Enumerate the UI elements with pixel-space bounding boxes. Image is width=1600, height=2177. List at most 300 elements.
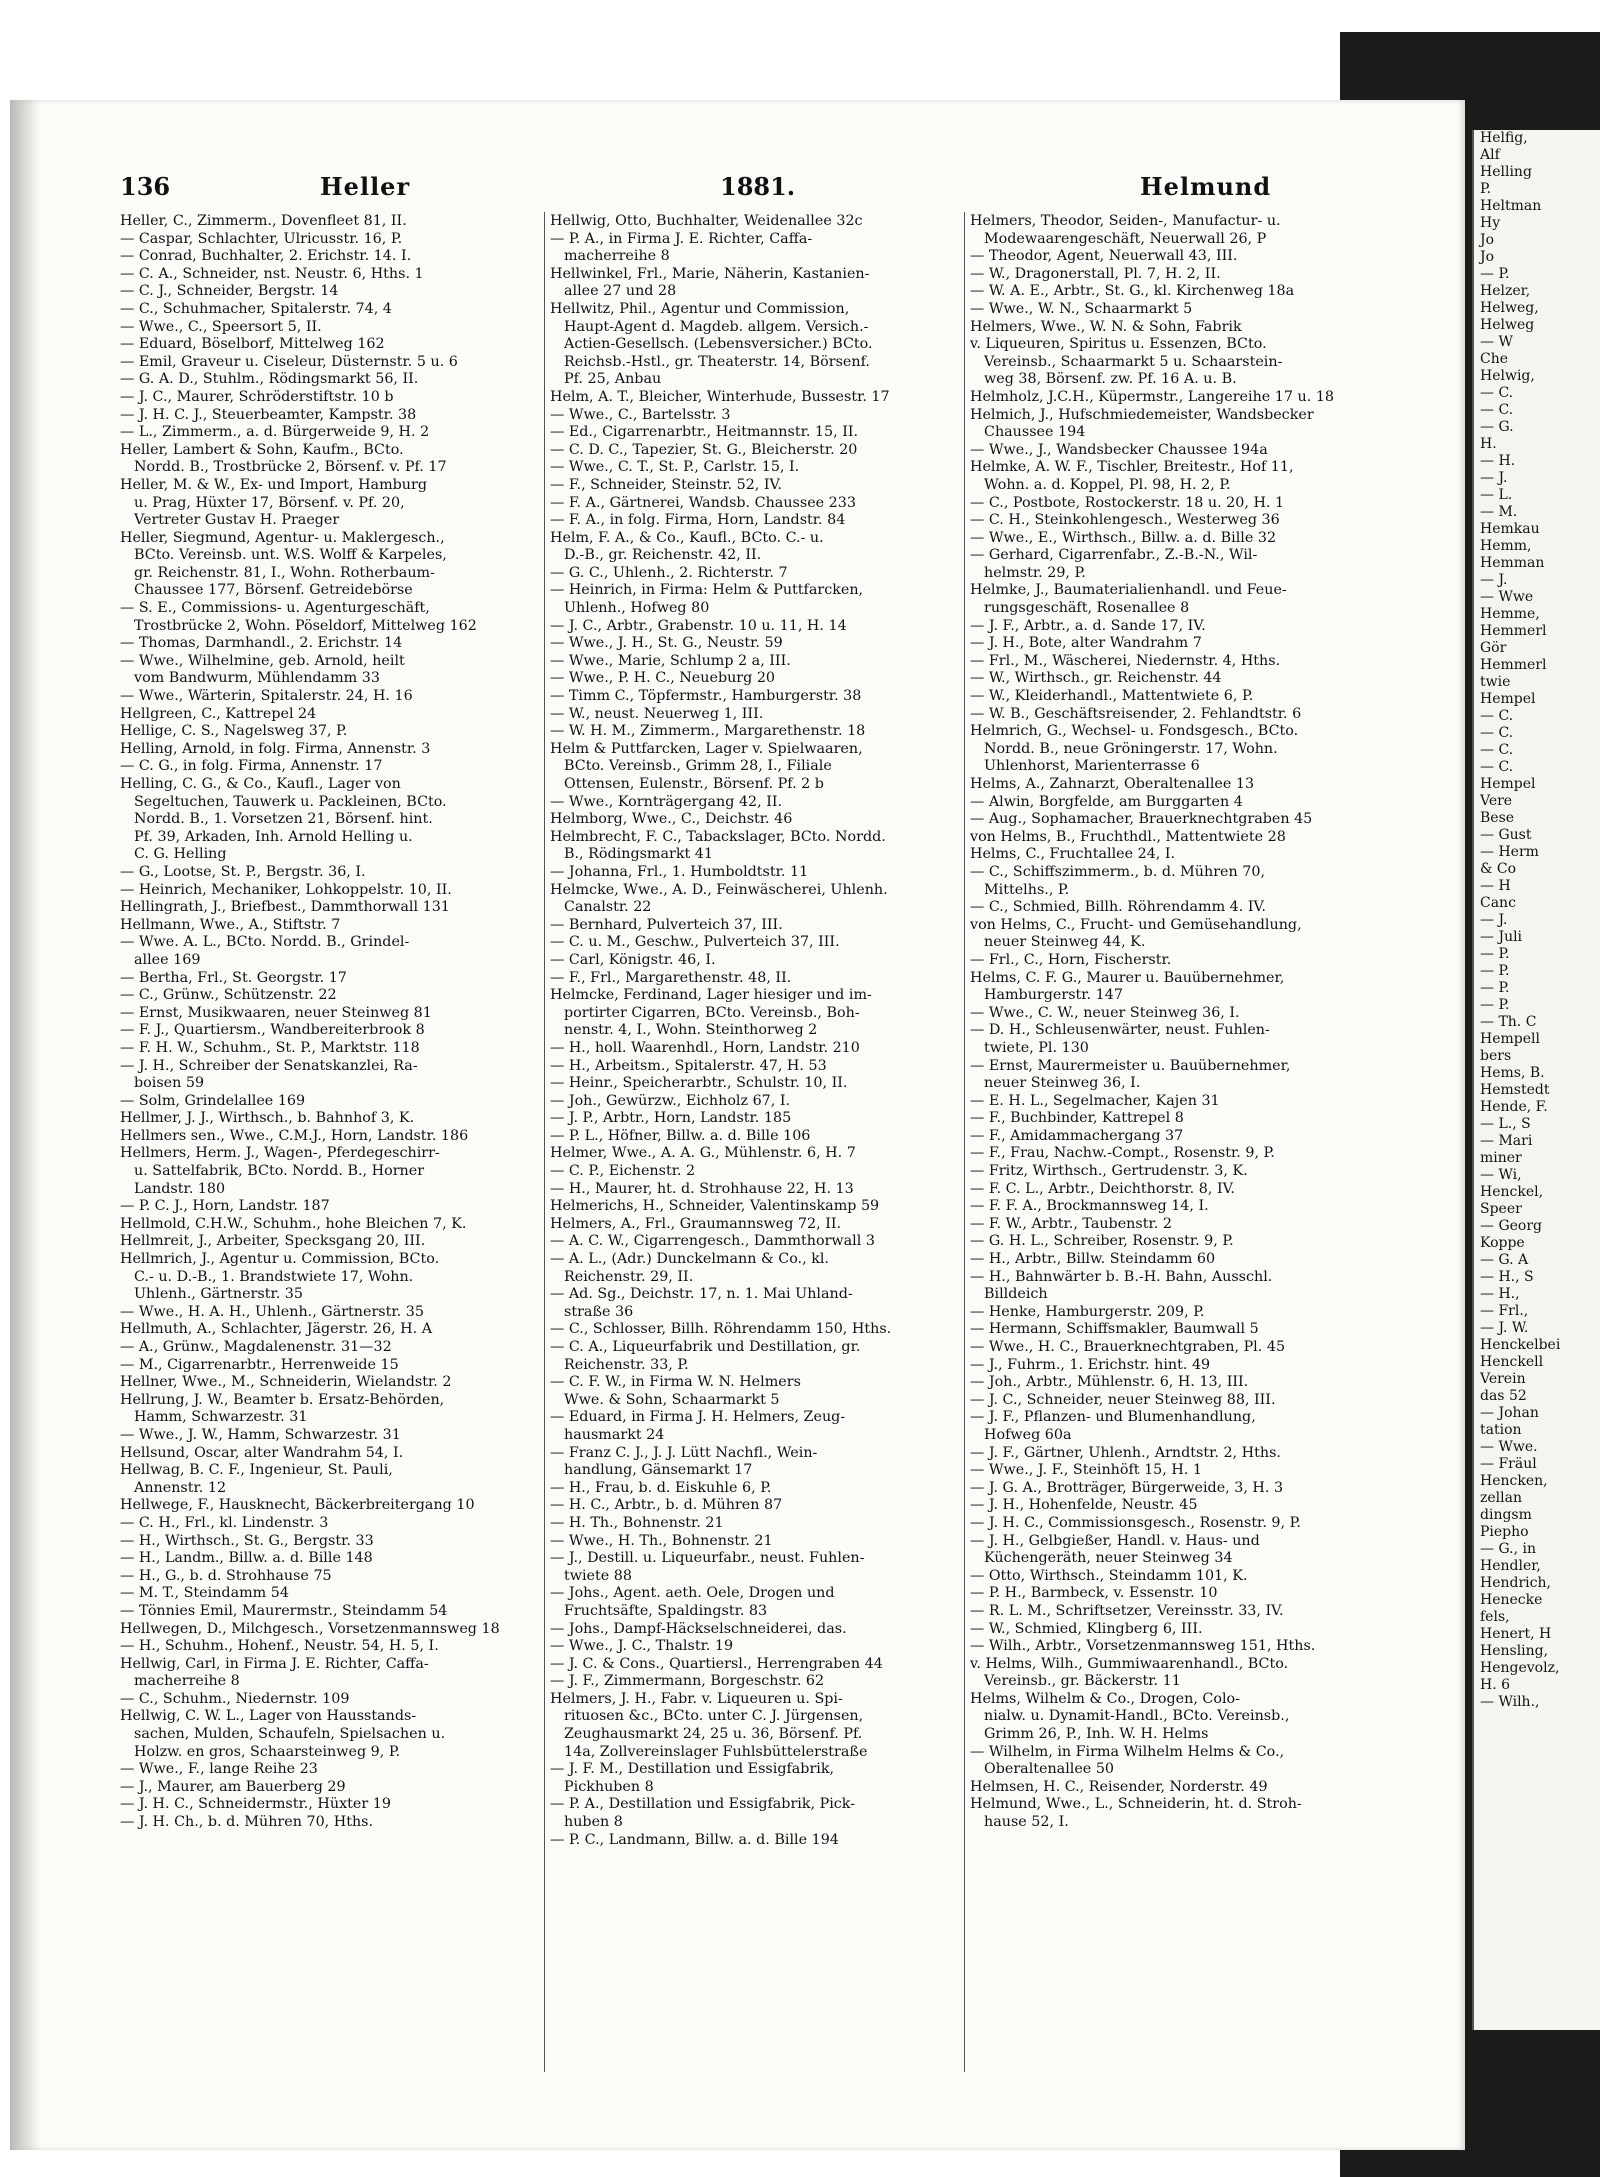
- directory-entry-line: — F., Buchbinder, Kattrepel 8: [970, 1110, 1184, 1127]
- next-page-line: Speer: [1480, 1201, 1522, 1217]
- directory-entry-line: Helmbrecht, F. C., Tabackslager, BCto. Nordd.: [550, 828, 886, 845]
- directory-entry-line: Helmers, Theodor, Seiden-, Manufactur- u.: [970, 213, 1281, 229]
- directory-entry-line: — J. H. C. J., Steuerbeamter, Kampstr. 38: [120, 406, 417, 423]
- next-page-line: twie: [1480, 674, 1511, 690]
- directory-entry-line: Ottensen, Eulenstr., Börsenf. Pf. 2 b: [564, 776, 824, 792]
- directory-entry-line: C. G. Helling: [134, 846, 227, 863]
- directory-entry-line: Hellmuth, A., Schlachter, Jägerstr. 26, H. A: [120, 1321, 433, 1338]
- next-page-line: — Mari: [1480, 1133, 1533, 1149]
- directory-entry-line: — J. P., Arbtr., Horn, Landstr. 185: [550, 1110, 792, 1127]
- directory-entry-line: — H., Arbtr., Billw. Steindamm 60: [970, 1251, 1216, 1268]
- next-page-line: — G., in: [1480, 1541, 1536, 1557]
- next-page-line: Canc: [1480, 895, 1516, 911]
- directory-column-1: [120, 213, 540, 1832]
- directory-entry-line: helmstr. 29, P.: [984, 564, 1086, 581]
- directory-entry-line: — F., Frl., Margarethenstr. 48, II.: [550, 969, 792, 986]
- directory-entry-line: Hamm, Schwarzestr. 31: [134, 1409, 308, 1426]
- directory-entry-line: Chaussee 177, Börsenf. Getreidebörse: [134, 582, 413, 599]
- directory-entry-line: Trostbrücke 2, Wohn. Pöseldorf, Mittelweg 162: [134, 617, 477, 634]
- directory-entry-line: — M. T., Steindamm 54: [120, 1585, 289, 1602]
- next-page-line: — H: [1480, 878, 1511, 894]
- directory-entry-line: Hellsund, Oscar, alter Wandrahm 54, I.: [120, 1444, 404, 1461]
- directory-entry-line: — Joh., Gewürzw., Eichholz 67, I.: [550, 1092, 791, 1109]
- next-page-line: Helfig,: [1480, 130, 1528, 146]
- next-page-line: — Wwe.: [1480, 1439, 1538, 1455]
- directory-entry-line: boisen 59: [134, 1075, 205, 1092]
- next-page-line: Che: [1480, 351, 1509, 367]
- directory-entry-line: hausmarkt 24: [564, 1426, 665, 1443]
- directory-entry-line: — Joh., Arbtr., Mühlenstr. 6, H. 13, III.: [970, 1374, 1249, 1391]
- directory-entry-line: — Wwe., J. C., Thalstr. 19: [550, 1638, 734, 1655]
- directory-entry-line: — J., Maurer, am Bauerberg 29: [120, 1778, 346, 1795]
- directory-entry-line: macherreihe 8: [564, 248, 670, 265]
- page-gutter-shadow: [10, 100, 40, 2150]
- directory-entry-line: Uhlenhorst, Marienterrasse 6: [984, 758, 1200, 775]
- next-page-line: Hensling,: [1480, 1643, 1549, 1659]
- directory-entry-line: — C., Schuhm., Niedernstr. 109: [120, 1690, 350, 1707]
- directory-entry-line: twiete 88: [564, 1567, 632, 1584]
- directory-entry-line: — Wwe., Wilhelmine, geb. Arnold, heilt: [120, 652, 405, 669]
- directory-entry-line: — E. H. L., Segelmacher, Kajen 31: [970, 1092, 1220, 1109]
- next-page-line: H. 6: [1480, 1677, 1511, 1693]
- next-page-line: — J.: [1480, 572, 1508, 588]
- next-page-line: Helzer,: [1480, 283, 1531, 299]
- directory-entry-line: — C. A., Schneider, nst. Neustr. 6, Hths. 1: [120, 265, 424, 282]
- directory-entry-line: Helm & Puttfarcken, Lager v. Spielwaaren,: [550, 740, 863, 757]
- next-page-line: Hemstedt: [1480, 1082, 1550, 1098]
- next-page-fragment: [1472, 130, 1600, 2030]
- directory-entry-line: — Otto, Wirthsch., Steindamm 101, K.: [970, 1567, 1248, 1584]
- next-page-line: Heltman: [1480, 198, 1542, 214]
- directory-entry-line: — H., G., b. d. Strohhause 75: [120, 1567, 332, 1584]
- directory-entry-line: — P. C. J., Horn, Landstr. 187: [120, 1198, 330, 1215]
- directory-entry-line: — H., Bahnwärter b. B.-H. Bahn, Ausschl.: [970, 1268, 1273, 1285]
- directory-entry-line: Hellwag, B. C. F., Ingenieur, St. Pauli,: [120, 1462, 393, 1479]
- directory-entry-line: vom Bandwurm, Mühlendamm 33: [134, 670, 380, 687]
- directory-entry-line: BCto. Vereinsb., Grimm 28, I., Filiale: [564, 758, 832, 775]
- directory-entry-line: — Wwe., C., Bartelsstr. 3: [550, 406, 731, 423]
- next-page-line: Jo: [1480, 232, 1495, 248]
- directory-entry-line: Helmers, Wwe., W. N. & Sohn, Fabrik: [970, 318, 1242, 335]
- directory-entry-line: — W., Wirthsch., gr. Reichenstr. 44: [970, 670, 1222, 687]
- next-page-line: bers: [1480, 1048, 1512, 1064]
- directory-entry-line: allee 169: [134, 951, 201, 968]
- header-last-keyword: Helmund: [1140, 172, 1272, 201]
- directory-entry-line: Helmers, A., Frl., Graumannsweg 72, II.: [550, 1215, 842, 1232]
- next-page-line: Hende, F.: [1480, 1099, 1548, 1115]
- directory-entry-line: — C. J., Schneider, Bergstr. 14: [120, 283, 339, 300]
- next-page-line: Henecke: [1480, 1592, 1543, 1608]
- directory-entry-line: Pickhuben 8: [564, 1778, 654, 1795]
- directory-entry-line: nenstr. 4, I., Wohn. Steinthorweg 2: [564, 1022, 818, 1039]
- next-page-line: Hemman: [1480, 555, 1545, 571]
- directory-entry-line: — H. C., Arbtr., b. d. Mühren 87: [550, 1497, 783, 1514]
- directory-entry-line: — Timm C., Töpfermstr., Hamburgerstr. 38: [550, 688, 862, 705]
- directory-entry-line: Reichsb.-Hstl., gr. Theaterstr. 14, Börsenf.: [564, 353, 870, 370]
- directory-entry-line: Vertreter Gustav H. Praeger: [134, 512, 340, 529]
- directory-entry-line: macherreihe 8: [134, 1673, 240, 1690]
- directory-entry-line: handlung, Gänsemarkt 17: [564, 1462, 753, 1479]
- directory-entry-line: — P. H., Barmbeck, v. Essenstr. 10: [970, 1585, 1218, 1602]
- directory-entry-line: — F. J., Quartiersm., Wandbereiterbrook 8: [120, 1022, 425, 1039]
- directory-entry-line: — J. H. C., Schneidermstr., Hüxter 19: [120, 1796, 391, 1813]
- directory-entry-line: Helmer, Wwe., A. A. G., Mühlenstr. 6, H. 7: [550, 1145, 856, 1162]
- next-page-line: Hemme,: [1480, 606, 1540, 622]
- directory-entry-line: — Wwe., F., lange Reihe 23: [120, 1761, 318, 1778]
- next-page-line: tation: [1480, 1422, 1522, 1438]
- directory-entry-line: Hellmers, Herm. J., Wagen-, Pferdegeschirr-: [120, 1145, 440, 1162]
- directory-entry-line: — J. C. & Cons., Quartiersl., Herrengraben 44: [550, 1655, 883, 1672]
- next-page-line: Helling: [1480, 164, 1532, 180]
- directory-entry-line: Helmcke, Ferdinand, Lager hiesiger und im-: [550, 987, 872, 1004]
- directory-entry-line: — F. A., Gärtnerei, Wandsb. Chaussee 233: [550, 494, 856, 511]
- directory-entry-line: — Wwe., J. H., St. G., Neustr. 59: [550, 635, 783, 652]
- next-page-line: Koppe: [1480, 1235, 1525, 1251]
- directory-entry-line: hause 52, I.: [984, 1814, 1069, 1831]
- directory-entry-line: — Wwe., Kornträgergang 42, II.: [550, 793, 783, 810]
- directory-entry-line: — Eduard, Böselborf, Mittelweg 162: [120, 336, 385, 353]
- next-page-line: — C.: [1480, 385, 1514, 401]
- next-page-line: — W: [1480, 334, 1513, 350]
- directory-entry-line: Mittelhs., P.: [984, 881, 1070, 898]
- directory-entry-line: Actien-Gesellsch. (Lebensversicher.) BCto.: [564, 336, 873, 353]
- directory-entry-line: u. Prag, Hüxter 17, Börsenf. v. Pf. 20,: [134, 494, 405, 511]
- directory-entry-line: — Wwe., H. C., Brauerknechtgraben, Pl. 45: [970, 1339, 1286, 1355]
- directory-entry-line: — Tönnies Emil, Maurermstr., Steindamm 54: [120, 1602, 448, 1619]
- directory-entry-line: — J., Fuhrm., 1. Erichstr. hint. 49: [970, 1356, 1211, 1373]
- directory-entry-line: Nordd. B., 1. Vorsetzen 21, Börsenf. hint.: [134, 811, 433, 828]
- next-page-line: — Frl.,: [1480, 1303, 1529, 1319]
- directory-entry-line: — J. F., Gärtner, Uhlenh., Arndtstr. 2, Hths.: [970, 1444, 1281, 1461]
- directory-entry-line: Hellwig, Otto, Buchhalter, Weidenallee 32c: [550, 213, 863, 229]
- directory-entry-line: — Fritz, Wirthsch., Gertrudenstr. 3, K.: [970, 1163, 1248, 1180]
- directory-entry-line: Helmrich, G., Wechsel- u. Fondsgesch., BCto.: [970, 723, 1299, 740]
- next-page-line: — G.: [1480, 419, 1514, 435]
- directory-entry-line: Helms, Wilhelm & Co., Drogen, Colo-: [970, 1690, 1240, 1707]
- directory-entry-line: — Thomas, Darmhandl., 2. Erichstr. 14: [120, 635, 403, 652]
- directory-entry-line: — Wwe. A. L., BCto. Nordd. B., Grindel-: [120, 934, 410, 951]
- directory-entry-line: — Eduard, in Firma J. H. Helmers, Zeug-: [550, 1409, 846, 1426]
- directory-entry-line: Helmke, A. W. F., Tischler, Breitestr., Hof 11,: [970, 459, 1294, 476]
- next-page-line: Hempel: [1480, 776, 1536, 792]
- directory-entry-line: Helms, C. F. G., Maurer u. Bauübernehmer,: [970, 969, 1285, 986]
- next-page-line: — P.: [1480, 963, 1510, 979]
- directory-entry-line: — C. D. C., Tapezier, St. G., Bleicherstr. 20: [550, 441, 858, 458]
- next-page-line: — J.: [1480, 470, 1508, 486]
- directory-column-2: [550, 213, 970, 1849]
- directory-entry-line: Haupt-Agent d. Magdeb. allgem. Versich.-: [564, 318, 869, 335]
- directory-entry-line: Heller, M. & W., Ex- und Import, Hamburg: [120, 476, 427, 493]
- directory-entry-line: — F. W., Arbtr., Taubenstr. 2: [970, 1215, 1172, 1232]
- directory-entry-line: — Alwin, Borgfelde, am Burggarten 4: [970, 793, 1243, 810]
- directory-entry-line: portirter Cigarren, BCto. Vereinsb., Boh-: [564, 1004, 860, 1021]
- next-page-line: Gör: [1480, 640, 1507, 656]
- directory-entry-line: — F. H. W., Schuhm., St. P., Marktstr. 118: [120, 1039, 420, 1056]
- directory-entry-line: Helmcke, Wwe., A. D., Feinwäscherei, Uhlenh.: [550, 881, 888, 898]
- next-page-line: — Wwe: [1480, 589, 1534, 605]
- directory-entry-line: — P. L., Höfner, Billw. a. d. Bille 106: [550, 1127, 811, 1144]
- directory-entry-line: — G., Lootse, St. P., Bergstr. 36, I.: [120, 863, 366, 880]
- next-page-line: Piepho: [1480, 1524, 1529, 1540]
- directory-entry-line: — J. F., Arbtr., a. d. Sande 17, IV.: [970, 617, 1206, 634]
- directory-entry-line: — C., Schiffszimmerm., b. d. Mühren 70,: [970, 863, 1266, 880]
- header-first-keyword: Heller: [320, 172, 411, 201]
- next-page-line: — Georg: [1480, 1218, 1543, 1234]
- directory-entry-line: — Ad. Sg., Deichstr. 17, n. 1. Mai Uhland-: [550, 1286, 853, 1303]
- directory-entry-line: Hellmrich, J., Agentur u. Commission, BCto.: [120, 1251, 440, 1268]
- next-page-line: Hengevolz,: [1480, 1660, 1560, 1676]
- directory-entry-line: Fruchtsäfte, Spaldingstr. 83: [564, 1602, 768, 1619]
- directory-entry-line: Wohn. a. d. Koppel, Pl. 98, H. 2, P.: [984, 476, 1231, 493]
- directory-entry-line: — Wwe., C., Speersort 5, II.: [120, 318, 322, 335]
- next-page-line: Henckel,: [1480, 1184, 1544, 1200]
- next-page-line: Hempel: [1480, 691, 1536, 707]
- next-page-line: Helweg,: [1480, 300, 1539, 316]
- directory-entry-line: — P. C., Landmann, Billw. a. d. Bille 194: [550, 1831, 839, 1848]
- directory-entry-line: Helmerichs, H., Schneider, Valentinskamp 59: [550, 1198, 880, 1215]
- directory-entry-line: — C., Schuhmacher, Spitalerstr. 74, 4: [120, 300, 392, 317]
- directory-entry-line: Helmich, J., Hufschmiedemeister, Wandsbecker: [970, 406, 1314, 423]
- directory-entry-line: — Conrad, Buchhalter, 2. Erichstr. 14. I.: [120, 248, 412, 265]
- directory-entry-line: — Hermann, Schiffsmakler, Baumwall 5: [970, 1321, 1259, 1338]
- directory-entry-line: — Wwe., E., Wirthsch., Billw. a. d. Bille 32: [970, 529, 1277, 546]
- directory-entry-line: — Frl., C., Horn, Fischerstr.: [970, 951, 1172, 968]
- next-page-line: Hems, B.: [1480, 1065, 1545, 1081]
- directory-entry-line: — F., Schneider, Steinstr. 52, IV.: [550, 476, 782, 493]
- header-year: 1881.: [720, 172, 796, 201]
- directory-entry-line: — C., Schmied, Billh. Röhrendamm 4. IV.: [970, 899, 1266, 916]
- directory-entry-line: — H., Arbeitsm., Spitalerstr. 47, H. 53: [550, 1057, 827, 1074]
- directory-entry-line: Pf. 25, Anbau: [564, 371, 662, 388]
- directory-entry-line: u. Sattelfabrik, BCto. Nordd. B., Horner: [134, 1163, 425, 1180]
- directory-entry-line: — A. C. W., Cigarrengesch., Dammthorwall 3: [550, 1233, 875, 1250]
- directory-entry-line: — Ernst, Maurermeister u. Bauübernehmer,: [970, 1057, 1291, 1074]
- directory-entry-line: v. Liqueuren, Spiritus u. Essenzen, BCto.: [970, 336, 1267, 353]
- next-page-line: — Wi,: [1480, 1167, 1522, 1183]
- directory-column-3: [970, 213, 1390, 1832]
- directory-entry-line: Vereinsb., gr. Bäckerstr. 11: [984, 1673, 1181, 1690]
- directory-entry-line: — G. A. D., Stuhlm., Rödingsmarkt 56, II.: [120, 371, 419, 388]
- directory-entry-line: Hellmer, J. J., Wirthsch., b. Bahnhof 3, K.: [120, 1110, 415, 1127]
- next-page-line: Hendrich,: [1480, 1575, 1551, 1591]
- next-page-line: Helwig,: [1480, 368, 1535, 384]
- next-page-line: Verein: [1480, 1371, 1526, 1387]
- directory-entry-line: — J. H. C., Commissionsgesch., Rosenstr. 9, P.: [970, 1514, 1301, 1531]
- directory-entry-line: — Heinr., Speicherarbtr., Schulstr. 10, II.: [550, 1075, 848, 1092]
- directory-entry-line: Küchengeräth, neuer Steinweg 34: [984, 1550, 1233, 1567]
- directory-entry-line: — Wwe., C. T., St. P., Carlstr. 15, I.: [550, 459, 800, 476]
- directory-entry-line: — H., Frau, b. d. Eiskuhle 6, P.: [550, 1479, 772, 1496]
- directory-entry-line: B., Rödingsmarkt 41: [564, 846, 713, 863]
- directory-entry-line: von Helms, C., Frucht- und Gemüsehandlung,: [970, 916, 1302, 933]
- directory-entry-line: weg 38, Börsenf. zw. Pf. 16 A. u. B.: [984, 371, 1237, 388]
- directory-entry-line: — J. F. M., Destillation und Essigfabrik,: [550, 1761, 835, 1778]
- next-page-line: — H., S: [1480, 1269, 1534, 1285]
- directory-entry-line: Hellwig, Carl, in Firma J. E. Richter, Caffa-: [120, 1655, 429, 1672]
- directory-entry-line: 14a, Zollvereinslager Fuhlsbüttelerstraße: [564, 1743, 868, 1760]
- directory-entry-line: neuer Steinweg 36, I.: [984, 1075, 1141, 1092]
- directory-entry-line: Hellwig, C. W. L., Lager von Hausstands-: [120, 1708, 417, 1725]
- directory-entry-line: — Ernst, Musikwaaren, neuer Steinweg 81: [120, 1004, 432, 1021]
- directory-entry-line: — H., Landm., Billw. a. d. Bille 148: [120, 1550, 373, 1567]
- directory-entry-line: — W., Kleiderhandl., Mattentwiete 6, P.: [970, 688, 1254, 705]
- directory-entry-line: — J. H., Bote, alter Wandrahm 7: [970, 635, 1202, 652]
- next-page-line: — H.,: [1480, 1286, 1520, 1302]
- next-page-line: — J. W.: [1480, 1320, 1529, 1336]
- next-page-line: zellan: [1480, 1490, 1522, 1506]
- directory-entry-line: — Wilhelm, in Firma Wilhelm Helms & Co.,: [970, 1743, 1285, 1760]
- directory-entry-line: twiete, Pl. 130: [984, 1039, 1089, 1056]
- next-page-line: — P.: [1480, 946, 1510, 962]
- directory-entry-line: — Wwe., J., Wandsbecker Chaussee 194a: [970, 441, 1268, 458]
- directory-entry-line: Chaussee 194: [984, 424, 1086, 441]
- directory-entry-line: Reichenstr. 33, P.: [564, 1356, 689, 1373]
- directory-entry-line: — C., Postbote, Rostockerstr. 18 u. 20, H. 1: [970, 494, 1285, 511]
- directory-entry-line: — F. A., in folg. Firma, Horn, Landstr. 84: [550, 512, 846, 529]
- directory-entry-line: — Wwe., W. N., Schaarmarkt 5: [970, 300, 1193, 317]
- directory-entry-line: — C. H., Steinkohlengesch., Westerweg 36: [970, 512, 1280, 529]
- next-page-line: — M.: [1480, 504, 1518, 520]
- directory-entry-line: — Wwe., Marie, Schlump 2 a, III.: [550, 652, 791, 669]
- next-page-line: Hemm,: [1480, 538, 1532, 554]
- directory-entry-line: Hamburgerstr. 147: [984, 987, 1123, 1004]
- page-header: [120, 172, 1450, 204]
- directory-entry-line: — W. A. E., Arbtr., St. G., kl. Kirchenweg 18a: [970, 283, 1295, 300]
- directory-entry-line: — Wwe., H. A. H., Uhlenh., Gärtnerstr. 35: [120, 1303, 424, 1320]
- next-page-line: — Gust: [1480, 827, 1532, 843]
- next-page-line: — Juli: [1480, 929, 1523, 945]
- directory-entry-line: Helmholz, J.C.H., Küpermstr., Langereihe 17 u. 18: [970, 388, 1335, 405]
- directory-entry-line: — C. A., Liqueurfabrik und Destillation, gr.: [550, 1339, 861, 1355]
- directory-entry-line: — Johanna, Frl., 1. Humboldtstr. 11: [550, 863, 809, 880]
- directory-entry-line: — A., Grünw., Magdalenenstr. 31—32: [120, 1339, 392, 1355]
- next-page-line: — Johan: [1480, 1405, 1539, 1421]
- directory-entry-line: — Gerhard, Cigarrenfabr., Z.-B.-N., Wil-: [970, 547, 1258, 564]
- directory-entry-line: Uhlenh., Gärtnerstr. 35: [134, 1286, 303, 1303]
- directory-entry-line: — F., Amidammachergang 37: [970, 1127, 1184, 1144]
- directory-entry-line: rituosen &c., BCto. unter C. J. Jürgensen,: [564, 1708, 864, 1725]
- directory-entry-line: Oberaltenallee 50: [984, 1761, 1115, 1778]
- directory-entry-line: Heller, C., Zimmerm., Dovenfleet 81, II.: [120, 213, 407, 229]
- directory-entry-line: — Johs., Dampf-Häckselschneiderei, das.: [550, 1620, 847, 1637]
- directory-entry-line: — J. G. A., Brotträger, Bürgerweide, 3, H. 3: [970, 1479, 1284, 1496]
- next-page-line: — Wilh.,: [1480, 1694, 1540, 1710]
- directory-entry-line: Segeltuchen, Tauwerk u. Packleinen, BCto.: [134, 793, 447, 810]
- directory-entry-line: Grimm 26, P., Inh. W. H. Helms: [984, 1726, 1209, 1743]
- directory-entry-line: — C., Grünw., Schützenstr. 22: [120, 987, 337, 1004]
- directory-entry-line: — G. H. L., Schreiber, Rosenstr. 9, P.: [970, 1233, 1234, 1250]
- next-page-line: Helweg: [1480, 317, 1535, 333]
- next-page-line: — L., S: [1480, 1116, 1531, 1132]
- directory-entry-line: Heller, Siegmund, Agentur- u. Maklergesch.,: [120, 529, 445, 546]
- directory-entry-line: Helling, Arnold, in folg. Firma, Annenstr. 3: [120, 740, 431, 757]
- next-page-line: — C.: [1480, 759, 1514, 775]
- directory-entry-line: Wwe. & Sohn, Schaarmarkt 5: [564, 1391, 780, 1408]
- directory-entry-line: — C. u. M., Geschw., Pulverteich 37, III.: [550, 934, 840, 951]
- directory-entry-line: — P. A., in Firma J. E. Richter, Caffa-: [550, 230, 813, 247]
- next-page-line: Hy: [1480, 215, 1501, 231]
- directory-entry-line: — J. H., Gelbgießer, Handl. v. Haus- und: [970, 1532, 1260, 1549]
- directory-entry-line: Nordd. B., Trostbrücke 2, Börsenf. v. Pf. 17: [134, 459, 447, 476]
- directory-entry-line: — Wwe., J. F., Steinhöft 15, H. 1: [970, 1462, 1203, 1479]
- directory-entry-line: — J. C., Arbtr., Grabenstr. 10 u. 11, H. 14: [550, 617, 847, 634]
- next-page-line: Hempell: [1480, 1031, 1540, 1047]
- directory-entry-line: Helmke, J., Baumaterialienhandl. und Feue-: [970, 582, 1287, 599]
- directory-entry-line: — Wwe., H. Th., Bohnenstr. 21: [550, 1532, 773, 1549]
- directory-entry-line: — Henke, Hamburgerstr. 209, P.: [970, 1303, 1205, 1320]
- next-page-line: Hemmerl: [1480, 657, 1547, 673]
- directory-entry-line: — Theodor, Agent, Neuerwall 43, III.: [970, 248, 1238, 265]
- directory-entry-line: Billdeich: [984, 1286, 1048, 1303]
- directory-entry-line: — J. F., Zimmermann, Borgeschstr. 62: [550, 1673, 825, 1690]
- directory-entry-line: — Frl., M., Wäscherei, Niedernstr. 4, Hths.: [970, 652, 1281, 669]
- directory-entry-line: Pf. 39, Arkaden, Inh. Arnold Helling u.: [134, 828, 413, 845]
- page-number: 136: [120, 172, 171, 201]
- directory-entry-line: — W. B., Geschäftsreisender, 2. Fehlandtstr. 6: [970, 705, 1302, 722]
- directory-entry-line: — Wwe., C. W., neuer Steinweg 36, I.: [970, 1004, 1240, 1021]
- next-page-line: — C.: [1480, 402, 1514, 418]
- directory-entry-line: straße 36: [564, 1303, 634, 1320]
- directory-entry-line: Annenstr. 12: [134, 1479, 227, 1496]
- directory-entry-line: Heller, Lambert & Sohn, Kaufm., BCto.: [120, 441, 404, 458]
- directory-entry-line: Helmund, Wwe., L., Schneiderin, ht. d. Stroh-: [970, 1796, 1302, 1813]
- directory-entry-line: Hellwege, F., Hausknecht, Bäckerbreitergang 10: [120, 1497, 475, 1514]
- directory-entry-line: — J. C., Schneider, neuer Steinweg 88, III.: [970, 1391, 1276, 1408]
- directory-entry-line: — Bertha, Frl., St. Georgstr. 17: [120, 969, 347, 986]
- directory-entry-line: — Wwe., Wärterin, Spitalerstr. 24, H. 16: [120, 688, 413, 705]
- next-page-line: — C.: [1480, 725, 1514, 741]
- next-page-line: dingsm: [1480, 1507, 1532, 1523]
- next-page-line: Vere: [1480, 793, 1513, 809]
- directory-entry-line: Vereinsb., Schaarmarkt 5 u. Schaarstein-: [984, 353, 1283, 370]
- next-page-line: P.: [1480, 181, 1492, 197]
- directory-entry-line: gr. Reichenstr. 81, I., Wohn. Rotherbaum-: [134, 564, 435, 581]
- next-page-line: — Fräul: [1480, 1456, 1537, 1472]
- next-page-line: Hencken,: [1480, 1473, 1548, 1489]
- directory-entry-line: — H., holl. Waarenhdl., Horn, Landstr. 210: [550, 1039, 860, 1056]
- directory-entry-line: — Emil, Graveur u. Ciseleur, Düsternstr. 5 u. 6: [120, 353, 458, 370]
- directory-entry-line: — H., Maurer, ht. d. Strohhause 22, H. 13: [550, 1180, 854, 1197]
- next-page-line: Alf: [1480, 147, 1500, 163]
- directory-entry-line: — Wilh., Arbtr., Vorsetzenmannsweg 151, Hths.: [970, 1638, 1316, 1655]
- directory-entry-line: — W. H. M., Zimmerm., Margarethenstr. 18: [550, 723, 866, 740]
- next-page-line: — P.: [1480, 266, 1510, 282]
- directory-entry-line: — W., neust. Neuerweg 1, III.: [550, 705, 764, 722]
- directory-entry-line: — J. F., Pflanzen- und Blumenhandlung,: [970, 1409, 1256, 1426]
- directory-entry-line: Helling, C. G., & Co., Kaufl., Lager von: [120, 776, 401, 792]
- directory-entry-line: — F. F. A., Brockmannsweg 14, I.: [970, 1198, 1209, 1215]
- directory-entry-line: — Heinrich, Mechaniker, Lohkoppelstr. 10, II.: [120, 881, 452, 898]
- next-page-line: Henckell: [1480, 1354, 1544, 1370]
- directory-entry-line: — R. L. M., Schriftsetzer, Vereinsstr. 33, IV.: [970, 1602, 1284, 1619]
- directory-entry-line: — H., Wirthsch., St. G., Bergstr. 33: [120, 1532, 374, 1549]
- directory-entry-line: — Heinrich, in Firma: Helm & Puttfarcken,: [550, 582, 864, 599]
- directory-entry-line: — C. H., Frl., kl. Lindenstr. 3: [120, 1514, 329, 1531]
- next-page-line: — P.: [1480, 980, 1510, 996]
- directory-entry-line: Landstr. 180: [134, 1180, 226, 1197]
- directory-entry-line: Hellwitz, Phil., Agentur und Commission,: [550, 300, 850, 317]
- directory-entry-line: Hellwinkel, Frl., Marie, Näherin, Kastanien-: [550, 265, 870, 282]
- next-page-line: H.: [1480, 436, 1497, 452]
- directory-entry-line: Hellingrath, J., Briefbest., Dammthorwall 131: [120, 899, 450, 916]
- directory-entry-line: — C. F. W., in Firma W. N. Helmers: [550, 1374, 801, 1391]
- directory-entry-line: Helmers, J. H., Fabr. v. Liqueuren u. Spi-: [550, 1690, 843, 1707]
- directory-entry-line: — H. Th., Bohnenstr. 21: [550, 1514, 724, 1531]
- next-page-line: Bese: [1480, 810, 1515, 826]
- directory-entry-line: — Carl, Königstr. 46, I.: [550, 951, 716, 968]
- directory-entry-line: Hellmers sen., Wwe., C.M.J., Horn, Landstr. 186: [120, 1127, 469, 1144]
- next-page-line: Henert, H: [1480, 1626, 1552, 1642]
